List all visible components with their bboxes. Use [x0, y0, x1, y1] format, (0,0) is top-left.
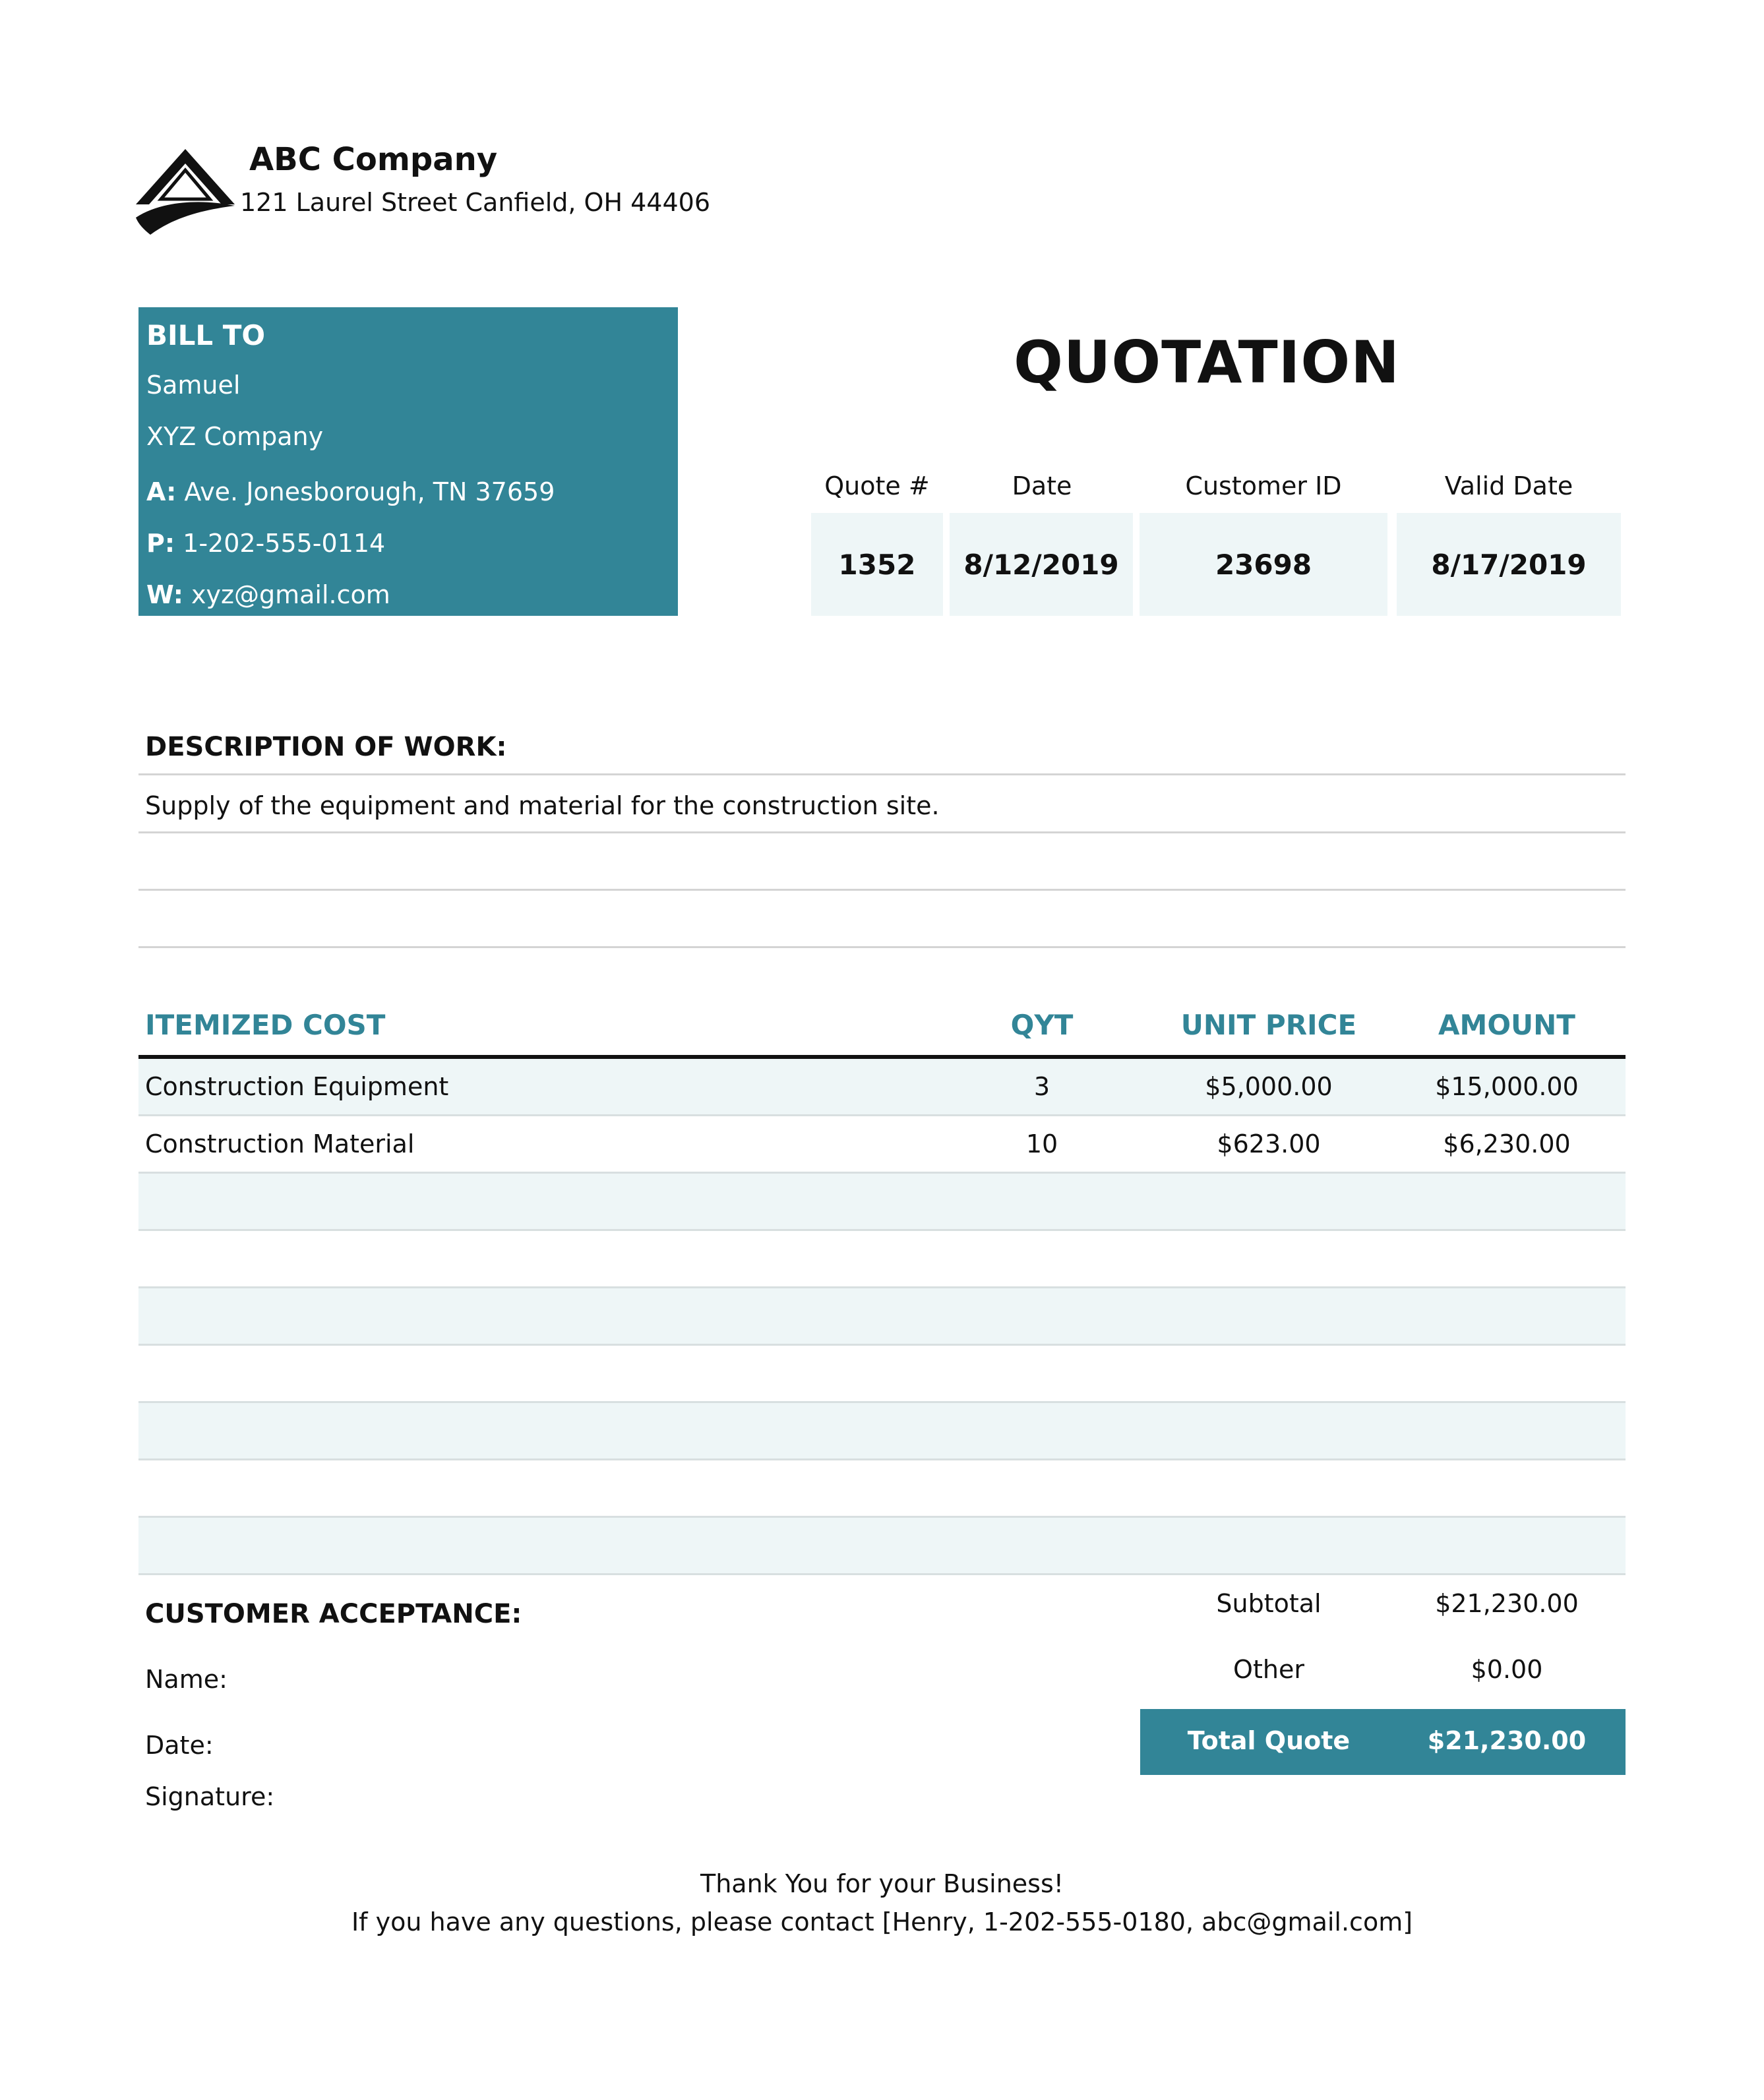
- table-row-empty: [138, 1231, 1626, 1288]
- customer-id-label: Customer ID: [1185, 471, 1342, 500]
- valid-date-label: Valid Date: [1444, 471, 1573, 500]
- total-quote-bar: [1140, 1709, 1626, 1775]
- divider: [138, 831, 1626, 833]
- company-address: 121 Laurel Street Canfield, OH 44406: [240, 188, 711, 217]
- bill-to-phone: 1-202-555-0114: [183, 529, 386, 558]
- divider: [138, 773, 1626, 775]
- acceptance-heading: CUSTOMER ACCEPTANCE:: [145, 1599, 522, 1629]
- items-header-unit-price: UNIT PRICE: [1180, 1009, 1357, 1041]
- bill-to-web: xyz@gmail.com: [191, 580, 390, 609]
- web-label: W:: [146, 580, 183, 609]
- divider: [138, 889, 1626, 891]
- valid-date-value: 8/17/2019: [1397, 513, 1621, 616]
- quote-number-value: 1352: [811, 513, 943, 616]
- item-qty: 3: [1033, 1072, 1050, 1101]
- table-row-empty: [138, 1288, 1626, 1346]
- bill-to-heading: BILL TO: [146, 319, 266, 351]
- item-name: Construction Equipment: [145, 1072, 449, 1101]
- item-name: Construction Material: [145, 1129, 415, 1158]
- table-row-empty: [138, 1346, 1626, 1403]
- items-header-qty: QYT: [1010, 1009, 1074, 1041]
- acceptance-date-label: Date:: [145, 1731, 214, 1760]
- item-unit-price: $623.00: [1217, 1129, 1321, 1158]
- acceptance-signature-label: Signature:: [145, 1782, 275, 1811]
- customer-id-value: 23698: [1140, 513, 1387, 616]
- subtotal-label: Subtotal: [1216, 1589, 1322, 1618]
- page-title: QUOTATION: [1014, 328, 1400, 396]
- quote-number-label: Quote #: [824, 471, 930, 500]
- address-label: A:: [146, 477, 177, 506]
- description-text: Supply of the equipment and material for the construction site.: [145, 791, 940, 820]
- bill-to-name: Samuel: [146, 371, 241, 400]
- item-amount: $15,000.00: [1435, 1072, 1579, 1101]
- item-unit-price: $5,000.00: [1205, 1072, 1333, 1101]
- table-row-empty: [138, 1174, 1626, 1231]
- item-amount: $6,230.00: [1443, 1129, 1571, 1158]
- footer-thanks: Thank You for your Business!: [700, 1869, 1064, 1898]
- bill-to-phone-row: [146, 529, 385, 558]
- table-row-empty: [138, 1460, 1626, 1518]
- items-header-amount: AMOUNT: [1438, 1009, 1575, 1041]
- bill-to-panel: [138, 307, 678, 616]
- total-quote-value: $21,230.00: [1427, 1726, 1587, 1755]
- table-row: [138, 1059, 1626, 1116]
- date-value: 8/12/2019: [950, 513, 1133, 616]
- acceptance-name-label: Name:: [145, 1665, 228, 1694]
- bill-to-web-row: [146, 580, 390, 609]
- company-name: ABC Company: [249, 141, 498, 178]
- bill-to-company: XYZ Company: [146, 422, 324, 451]
- other-label: Other: [1233, 1655, 1304, 1684]
- items-header-item: ITEMIZED COST: [145, 1009, 386, 1041]
- table-row-empty: [138, 1403, 1626, 1460]
- table-row-empty: [138, 1518, 1626, 1575]
- date-label: Date: [1012, 471, 1072, 500]
- subtotal-value: $21,230.00: [1435, 1589, 1579, 1618]
- divider: [138, 946, 1626, 948]
- item-qty: 10: [1025, 1129, 1058, 1158]
- company-logo: [136, 149, 235, 235]
- other-value: $0.00: [1471, 1655, 1543, 1684]
- footer-contact: If you have any questions, please contact [Henry, 1-202-555-0180, abc@gmail.com]: [351, 1907, 1413, 1936]
- description-heading: DESCRIPTION OF WORK:: [145, 732, 507, 762]
- table-row: [138, 1116, 1626, 1174]
- phone-label: P:: [146, 529, 175, 558]
- bill-to-address-row: [146, 477, 555, 506]
- bill-to-address: Ave. Jonesborough, TN 37659: [184, 477, 555, 506]
- total-quote-label: Total Quote: [1187, 1726, 1351, 1755]
